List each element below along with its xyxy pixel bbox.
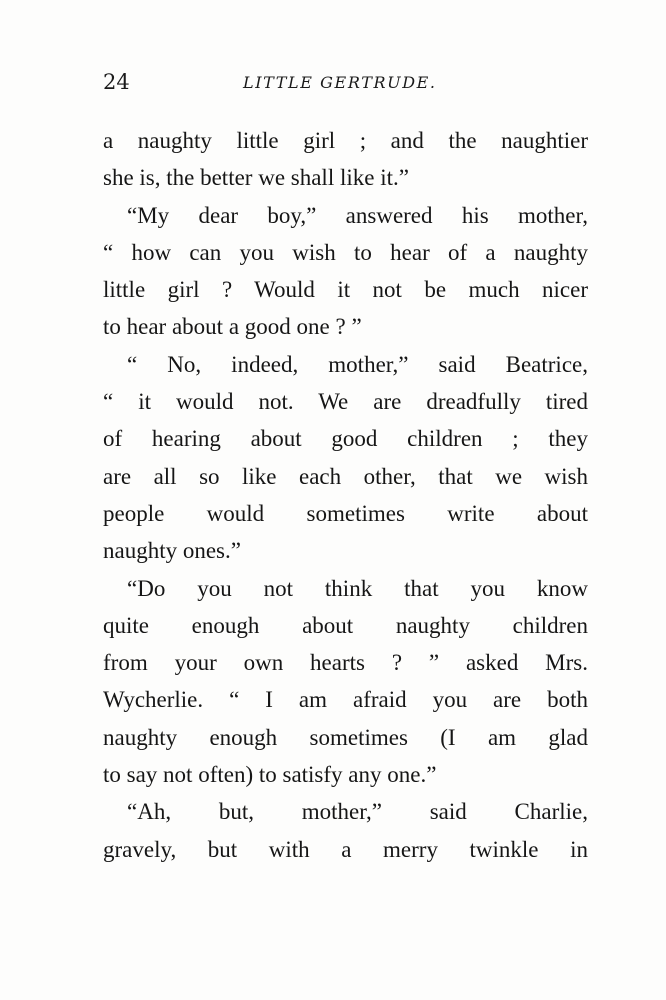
page-header xyxy=(103,70,588,106)
text-line: “Do you not think that you know xyxy=(127,575,588,601)
text-line: “Ah, but, mother,” said Charlie, xyxy=(127,799,588,825)
text-line: “ how can you wish to hear of a naughty xyxy=(103,239,588,265)
text-line: gravely, but with a merry twinkle in xyxy=(103,836,588,862)
text-line: of hearing about good children ; they xyxy=(103,426,588,452)
text-line: are all so like each other, that we wish xyxy=(103,463,588,489)
text-line: a naughty little girl ; and the naughtier xyxy=(103,128,588,153)
text-line: people would sometimes write about xyxy=(103,500,588,526)
text-line: naughty ones.” xyxy=(103,538,241,564)
text-line: to say not often) to satisfy any one.” xyxy=(103,762,437,788)
text-line: she is, the better we shall like it.” xyxy=(103,165,409,191)
text-line: to hear about a good one ? ” xyxy=(103,314,362,340)
running-title: LITTLE GERTRUDE. xyxy=(243,73,437,92)
text-line: Wycherlie. “ I am afraid you are both xyxy=(103,687,588,713)
text-line: “My dear boy,” answered his mother, xyxy=(127,202,588,228)
text-line: “ it would not. We are dreadfully tired xyxy=(103,389,588,415)
text-line: little girl ? Would it not be much nicer xyxy=(103,277,588,303)
text-line: “ No, indeed, mother,” said Beatrice, xyxy=(127,351,588,377)
text-line: naughty enough sometimes (I am glad xyxy=(103,724,588,750)
page-number: 24 xyxy=(103,70,130,94)
body-text xyxy=(103,122,588,868)
text-line: quite enough about naughty children xyxy=(103,612,588,638)
text-line: from your own hearts ? ” asked Mrs. xyxy=(103,650,588,676)
